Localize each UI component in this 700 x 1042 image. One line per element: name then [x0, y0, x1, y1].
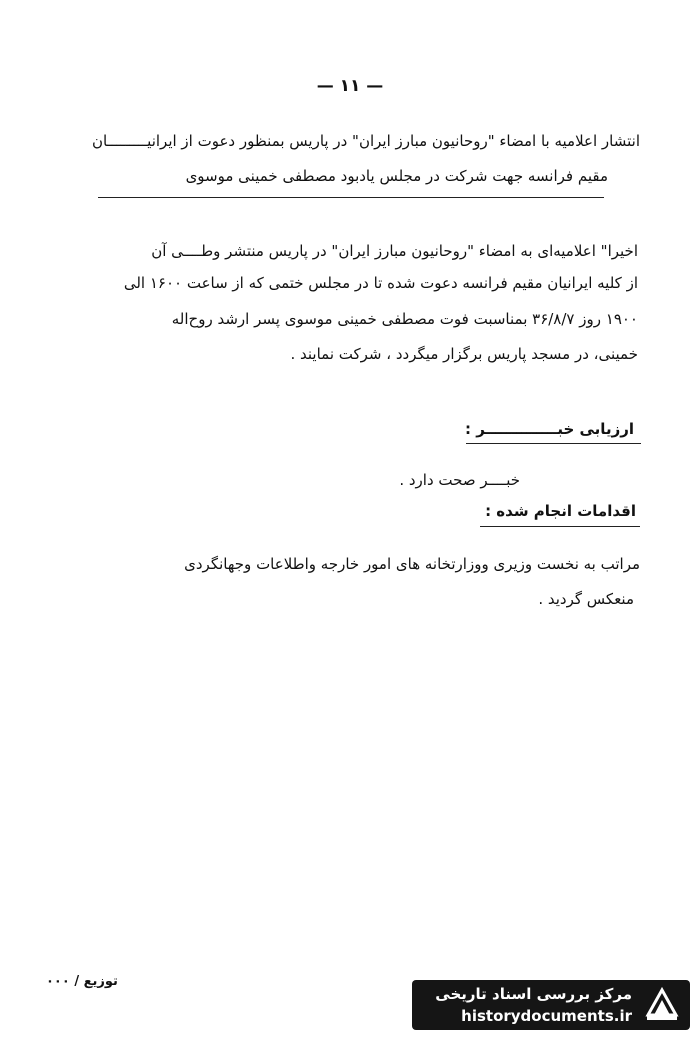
title-line-1: انتشار اعلامیه‌ با امضاء "روحانیون‌ مبارز ایران" در پاریس بمنظور دعوت از ایرانیـــــــــان	[92, 132, 640, 150]
body-line: ۱۹۰۰ روز ۳۶/۸/۷ بمناسبت فوت مصطفی خمینی موسوی پسر ارشد روح‌اله	[171, 310, 638, 328]
actions-label: اقدامات انجام شده :	[485, 502, 636, 520]
watermark-badge	[412, 980, 690, 1030]
body-line: خمینی، در مسجد پاریس برگزار میگردد ، شرکت نمایند .	[290, 345, 638, 363]
evaluation-label: ارزیابی خبــــــــــــــر :	[465, 420, 634, 438]
title-line-2: مقیم فرانسه جهت شرکت در مجلس یادبود مصطفی خمینی موسوی	[185, 167, 608, 185]
evaluation-underline	[466, 443, 641, 444]
archive-logo-icon	[642, 985, 682, 1025]
actions-underline	[480, 526, 640, 527]
distribution-note: توزیع / ۰۰۰	[46, 974, 118, 989]
actions-line: مراتب به نخست وزیری ووزارتخانه های امور خارجه واطلاعات وجهانگردی	[184, 555, 640, 573]
actions-line: منعکس گردید .	[538, 590, 634, 608]
brand-url: historydocuments.ir	[461, 1007, 632, 1025]
brand-name: مرکز بررسی اسناد تاریخی	[435, 985, 632, 1003]
page-number: — ۱۱ —	[316, 76, 384, 96]
title-underline	[98, 197, 604, 198]
evaluation-text: خبــــر صحت دارد .	[399, 471, 520, 489]
body-line: اخیرا" اعلامیه‌ای به امضاء "روحانیون‌ مبارز ایران" در پاریس منتشر وطــــی آن	[151, 242, 638, 260]
body-line: از کلیه ایرانیان مقیم فرانسه دعوت شده تا در مجلس ختمی که از ساعت ۱۶۰۰ الی	[123, 274, 638, 292]
